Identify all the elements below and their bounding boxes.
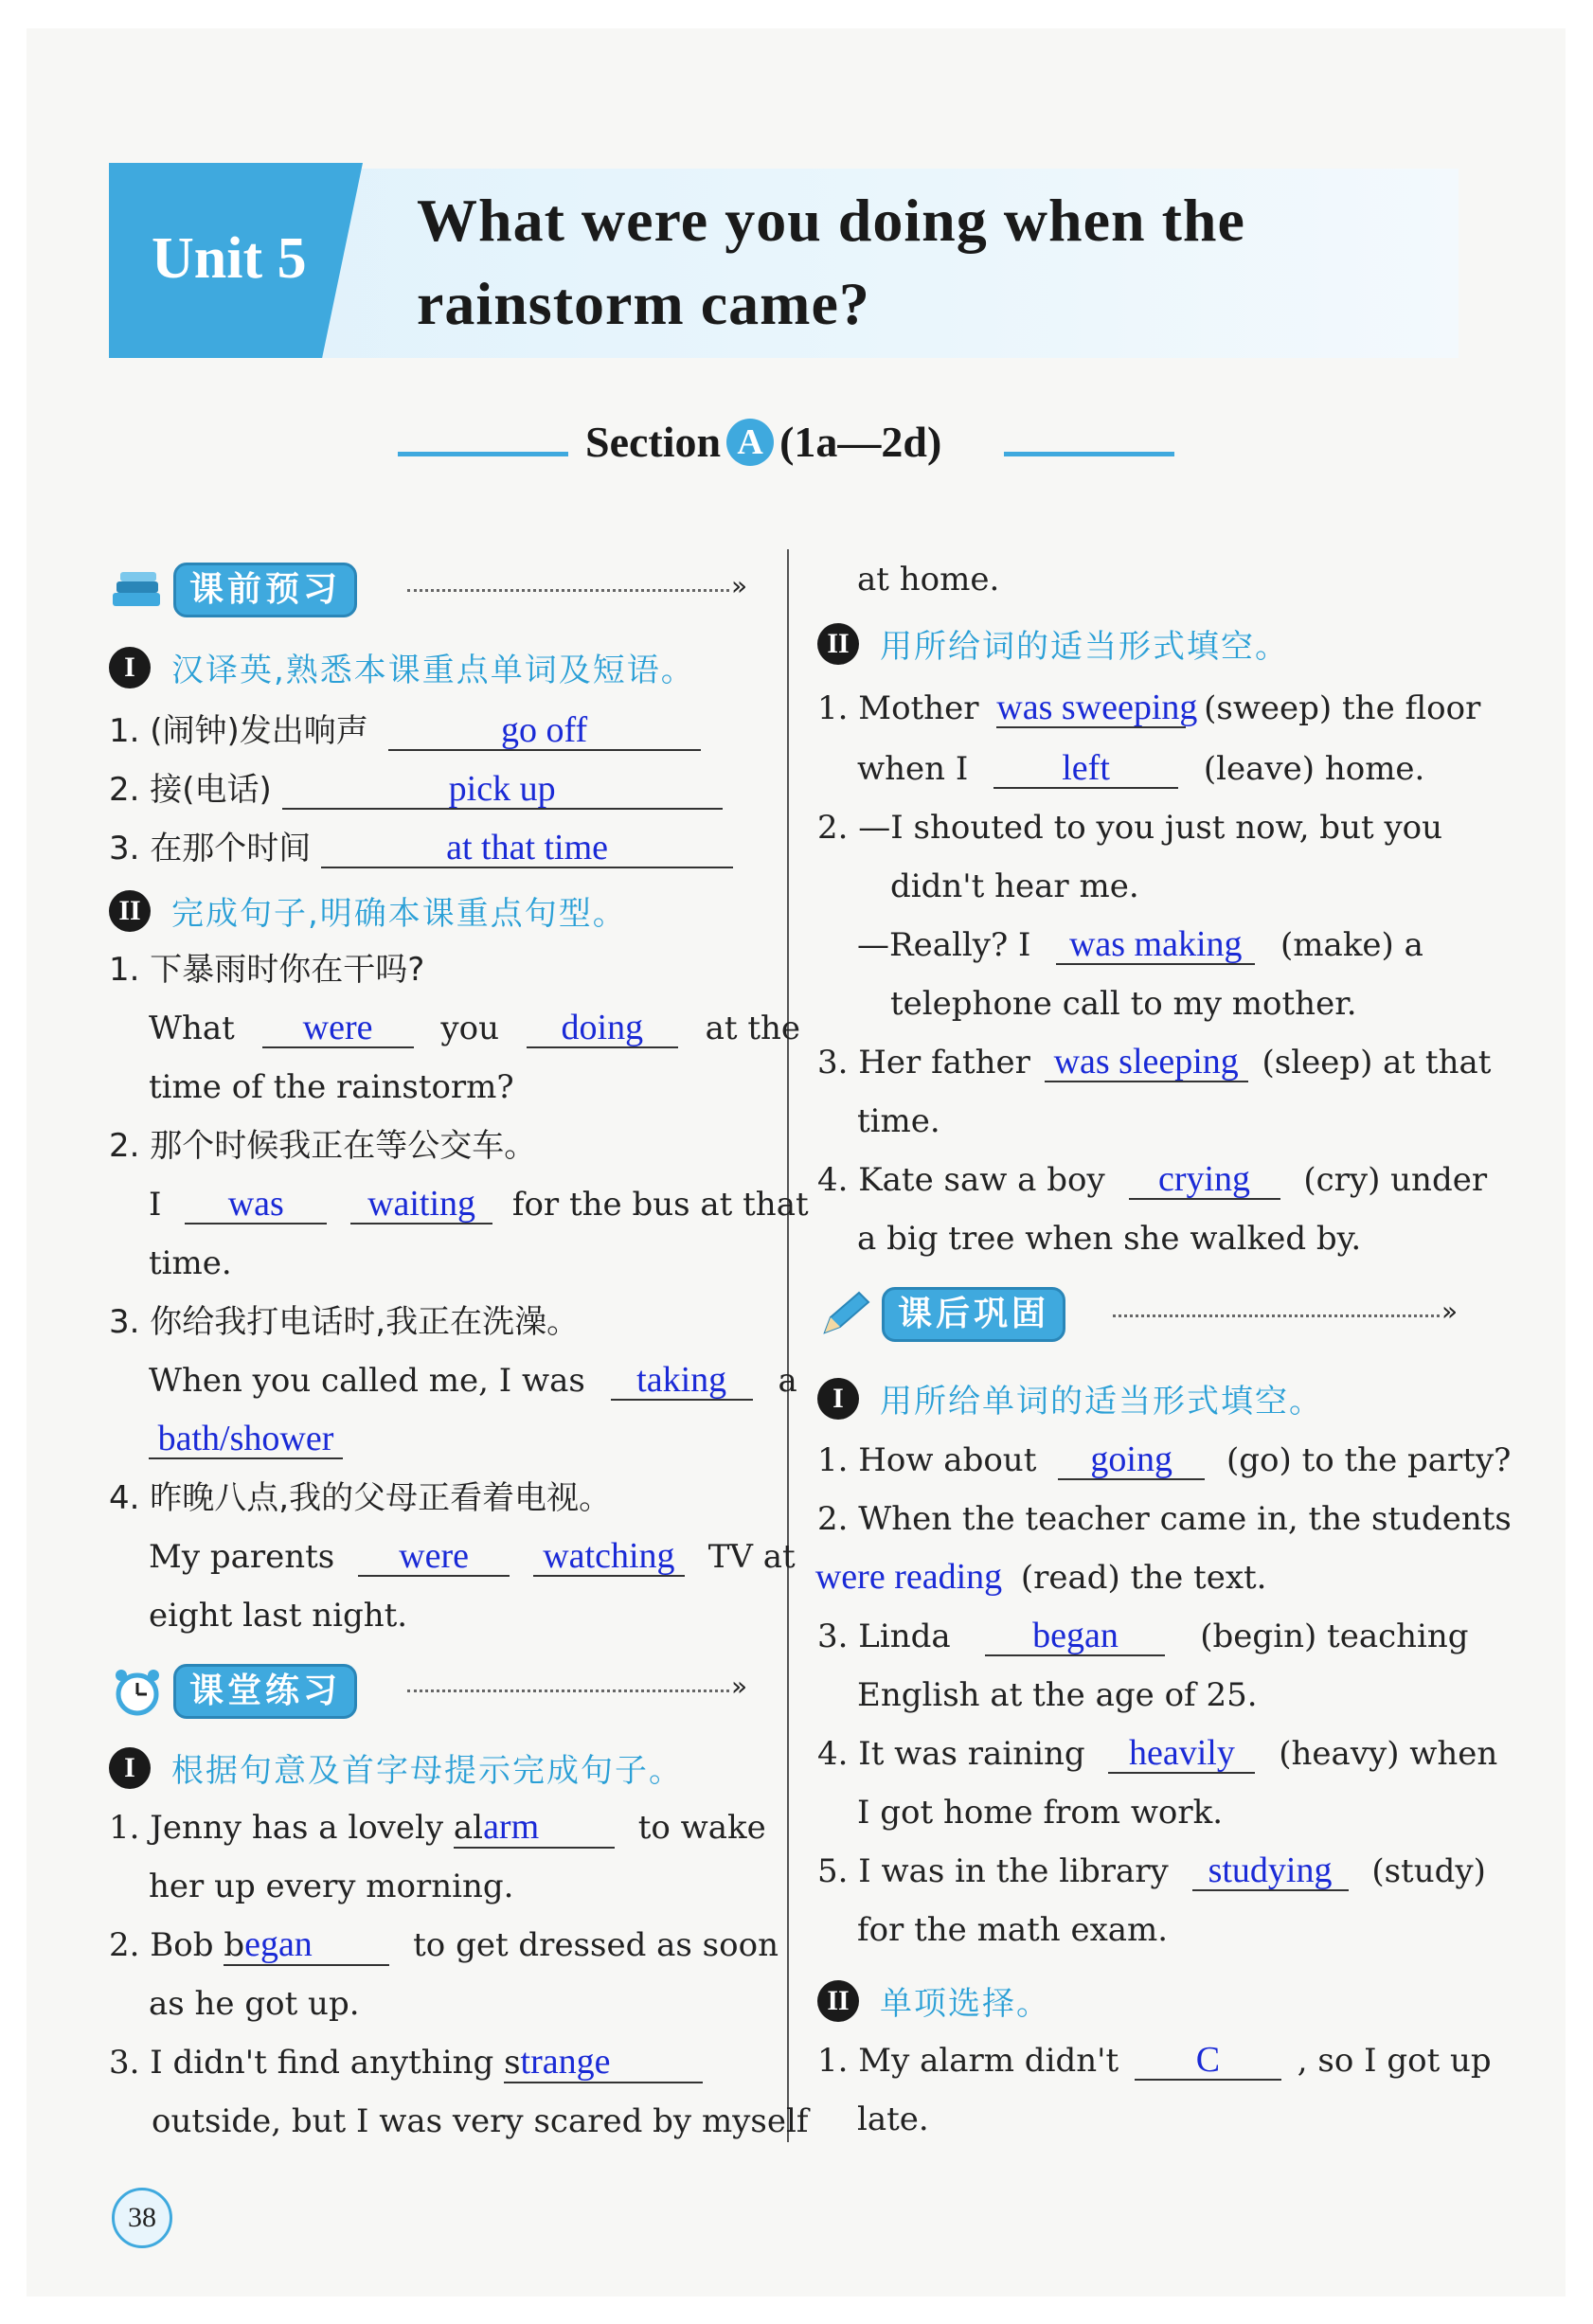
section-range: (1a—2d) xyxy=(779,418,942,466)
question-en xyxy=(807,1557,1266,1599)
q-text: My parents xyxy=(149,1538,335,1576)
roman-badge: II xyxy=(109,890,151,932)
answer: doing xyxy=(527,1009,678,1048)
question-en: time. xyxy=(857,1102,940,1140)
part-header xyxy=(109,887,627,934)
q-text: When the teacher came in, the students xyxy=(858,1500,1512,1538)
q-num: 4. xyxy=(817,1735,849,1773)
part-header xyxy=(109,1744,683,1791)
question-en xyxy=(149,1536,796,1578)
part-header xyxy=(817,620,1289,667)
q-text: What xyxy=(149,1010,235,1047)
q-num: 1. xyxy=(817,689,849,727)
section-rule-right xyxy=(1004,452,1174,456)
answer-text: egan xyxy=(244,1924,313,1964)
arrow-icon: » xyxy=(731,570,748,601)
question-en xyxy=(149,1360,797,1402)
q-prompt: (闹钟)发出响声 xyxy=(150,712,368,750)
answer: was sleeping xyxy=(1045,1043,1248,1082)
q-cn: 你给我打电话时,我正在洗澡。 xyxy=(150,1303,580,1341)
question-en xyxy=(817,688,1480,729)
answer: were reading xyxy=(814,1557,1003,1597)
q-text: at the xyxy=(705,1010,801,1047)
question-cn xyxy=(109,1477,611,1519)
column-divider xyxy=(787,549,789,2142)
q-text: It was raining xyxy=(858,1735,1085,1773)
q-text: (begin) teaching xyxy=(1200,1618,1469,1655)
q-num: 5. xyxy=(817,1852,849,1890)
question-cn xyxy=(109,1125,536,1167)
roman-badge: II xyxy=(817,1980,859,2022)
q-num: 2. xyxy=(109,1127,140,1165)
question-en xyxy=(149,1008,800,1049)
part-header xyxy=(817,1375,1323,1421)
question-en xyxy=(857,924,1423,966)
q-text: When you called me, I was xyxy=(149,1362,585,1400)
answer: left xyxy=(993,749,1178,789)
unit-label: Unit 5 xyxy=(152,226,307,291)
question-en: English at the age of 25. xyxy=(857,1676,1258,1714)
roman-badge: II xyxy=(817,623,859,665)
question-en xyxy=(817,1616,1469,1657)
part-title: 完成句子,明确本课重点句型。 xyxy=(171,895,627,933)
q-text: —I shouted to you just now, but you xyxy=(858,809,1443,847)
section-rule-left xyxy=(398,452,568,456)
q-num: 2. xyxy=(817,1500,849,1538)
question-en: telephone call to my mother. xyxy=(890,985,1357,1023)
q-num: 3. xyxy=(109,1303,140,1341)
question xyxy=(109,769,723,811)
q-num: 1. xyxy=(109,951,140,989)
answer: C xyxy=(1135,2041,1281,2081)
q-cn: 昨晚八点,我的父母正看着电视。 xyxy=(150,1479,612,1517)
question-en xyxy=(149,1184,809,1225)
q-text: you xyxy=(440,1010,499,1047)
hint-letters: s xyxy=(504,2044,521,2082)
part-title: 根据句意及首字母提示完成句子。 xyxy=(171,1752,683,1790)
q-text: for the bus at that xyxy=(511,1186,809,1224)
question-cn xyxy=(109,949,424,991)
q-num: 3. xyxy=(109,2044,140,2082)
question-cn xyxy=(109,1301,579,1343)
answer-text: trange xyxy=(520,2042,611,2082)
block-preview xyxy=(109,562,357,618)
q-num: 3. xyxy=(817,1044,849,1082)
answer: bath/shower xyxy=(149,1420,343,1459)
question-en xyxy=(109,1807,766,1849)
q-num: 1. xyxy=(109,1809,140,1847)
title-line-2: rainstorm came? xyxy=(417,270,870,337)
section-badge: A xyxy=(726,419,774,466)
answer: pick up xyxy=(282,770,723,810)
section-title xyxy=(585,417,941,467)
part-header xyxy=(817,1977,1050,2024)
q-text: (sleep) at that xyxy=(1262,1044,1492,1082)
question-en xyxy=(817,1159,1487,1201)
q-text: a xyxy=(778,1362,797,1400)
question-en xyxy=(817,1498,1512,1540)
answer: watching xyxy=(533,1537,685,1577)
question-en: a big tree when she walked by. xyxy=(857,1220,1362,1258)
question-en: time of the rainstorm? xyxy=(149,1068,514,1106)
part-title: 用所给单词的适当形式填空。 xyxy=(880,1383,1323,1421)
q-text: Bob xyxy=(150,1926,214,1964)
question-en: I got home from work. xyxy=(857,1794,1224,1832)
q-cn: 那个时候我正在等公交车。 xyxy=(150,1127,537,1165)
question-en: didn't hear me. xyxy=(890,867,1139,905)
answer: at that time xyxy=(321,829,733,868)
q-text: Her father xyxy=(858,1044,1030,1082)
block-title-preview: 课前预习 xyxy=(173,563,357,617)
question-en xyxy=(817,1439,1511,1481)
answer: was making xyxy=(1056,925,1255,965)
question-en: late. xyxy=(857,2101,929,2138)
question-en: as he got up. xyxy=(149,1985,360,2023)
question-en xyxy=(857,748,1424,790)
block-after-class xyxy=(817,1286,1065,1343)
answer: taking xyxy=(611,1361,753,1401)
q-text: Linda xyxy=(858,1618,951,1655)
answer xyxy=(454,1808,615,1849)
q-text: Jenny has a lovely xyxy=(150,1809,444,1847)
title-line-1: What were you doing when the xyxy=(417,187,1245,254)
q-num: 1. xyxy=(109,712,140,750)
q-num: 4. xyxy=(109,1479,140,1517)
answer: were xyxy=(358,1537,510,1577)
q-num: 3. xyxy=(109,830,140,867)
q-prompt: 接(电话) xyxy=(150,771,272,809)
answer: waiting xyxy=(350,1185,492,1225)
question-en xyxy=(817,1042,1491,1083)
q-prompt: 在那个时间 xyxy=(150,830,312,867)
question-en: time. xyxy=(149,1244,232,1282)
answer-text: arm xyxy=(483,1807,540,1847)
q-text: when I xyxy=(857,750,969,788)
carry-over-text: at home. xyxy=(857,561,1000,599)
q-text: I xyxy=(149,1186,162,1224)
question-en xyxy=(817,807,1442,849)
question-en xyxy=(817,1733,1497,1775)
answer xyxy=(504,2043,703,2083)
question-en xyxy=(109,1924,779,1966)
q-text: How about xyxy=(858,1441,1037,1479)
q-cn: 下暴雨时你在干吗? xyxy=(150,951,425,989)
q-num: 2. xyxy=(109,1926,140,1964)
q-num: 2. xyxy=(109,771,140,809)
page-number: 38 xyxy=(112,2188,172,2248)
question-en xyxy=(817,2040,1492,2082)
part-header xyxy=(109,644,695,690)
arrow-icon: » xyxy=(731,1671,748,1702)
answer: go off xyxy=(388,711,701,751)
question-en xyxy=(149,1419,343,1460)
answer: was sweeping xyxy=(996,688,1198,727)
alarm-clock-icon xyxy=(109,1666,166,1717)
answer: crying xyxy=(1129,1160,1280,1200)
question-en: her up every morning. xyxy=(149,1868,514,1905)
q-num: 1. xyxy=(817,1441,849,1479)
block-dots xyxy=(407,1689,729,1692)
answer: studying xyxy=(1192,1851,1349,1891)
hint-letters: al xyxy=(453,1809,484,1847)
q-text: (leave) home. xyxy=(1203,750,1425,788)
roman-badge: I xyxy=(109,647,151,688)
q-text: (study) xyxy=(1371,1852,1486,1890)
q-text: to wake xyxy=(637,1809,766,1847)
q-text: , so I got up xyxy=(1297,2042,1492,2080)
q-num: 3. xyxy=(817,1618,849,1655)
pencil-icon xyxy=(817,1289,874,1340)
q-text: My alarm didn't xyxy=(858,2042,1119,2080)
block-dots xyxy=(407,589,729,592)
block-dots xyxy=(1113,1314,1440,1317)
block-title-classwork: 课堂练习 xyxy=(173,1664,357,1719)
q-text: Kate saw a boy xyxy=(858,1161,1105,1199)
q-text: (read) the text. xyxy=(1020,1559,1267,1597)
q-text: (sweep) the floor xyxy=(1204,689,1481,727)
q-text: TV at xyxy=(707,1538,796,1576)
q-num: 2. xyxy=(817,809,849,847)
answer: heavily xyxy=(1108,1734,1255,1774)
q-text: I didn't find anything xyxy=(150,2044,494,2082)
answer: was xyxy=(185,1185,327,1225)
answer: going xyxy=(1058,1440,1205,1480)
q-text: (go) to the party? xyxy=(1226,1441,1512,1479)
roman-badge: I xyxy=(109,1747,151,1789)
q-text: (make) a xyxy=(1280,926,1423,964)
block-title-after-class: 课后巩固 xyxy=(882,1287,1065,1342)
part-title: 单项选择。 xyxy=(880,1985,1050,2023)
q-num: 1. xyxy=(817,2042,849,2080)
question-en xyxy=(817,1850,1486,1892)
q-text: Mother xyxy=(858,689,979,727)
answer xyxy=(224,1925,389,1966)
q-text: (cry) under xyxy=(1303,1161,1488,1199)
q-text: I was in the library xyxy=(858,1852,1169,1890)
question-en: eight last night. xyxy=(149,1597,408,1635)
q-text: to get dressed as soon xyxy=(413,1926,779,1964)
q-text: (heavy) when xyxy=(1279,1735,1498,1773)
q-num: 4. xyxy=(817,1161,849,1199)
part-title: 汉译英,熟悉本课重点单词及短语。 xyxy=(171,652,695,689)
question-en: outside, but I was very scared by myself xyxy=(152,2102,809,2140)
question xyxy=(109,710,701,752)
books-icon xyxy=(109,564,166,616)
q-text: —Really? I xyxy=(857,926,1031,964)
question-en: for the math exam. xyxy=(857,1911,1169,1949)
question xyxy=(109,828,733,869)
roman-badge: I xyxy=(817,1378,859,1420)
arrow-icon: » xyxy=(1441,1296,1459,1327)
answer: began xyxy=(985,1617,1165,1656)
part-title: 用所给词的适当形式填空。 xyxy=(880,628,1289,666)
hint-letters: b xyxy=(224,1926,245,1964)
answer: were xyxy=(262,1009,414,1048)
question-en xyxy=(109,2042,703,2083)
section-label: Section xyxy=(585,418,722,466)
block-classwork xyxy=(109,1663,357,1720)
